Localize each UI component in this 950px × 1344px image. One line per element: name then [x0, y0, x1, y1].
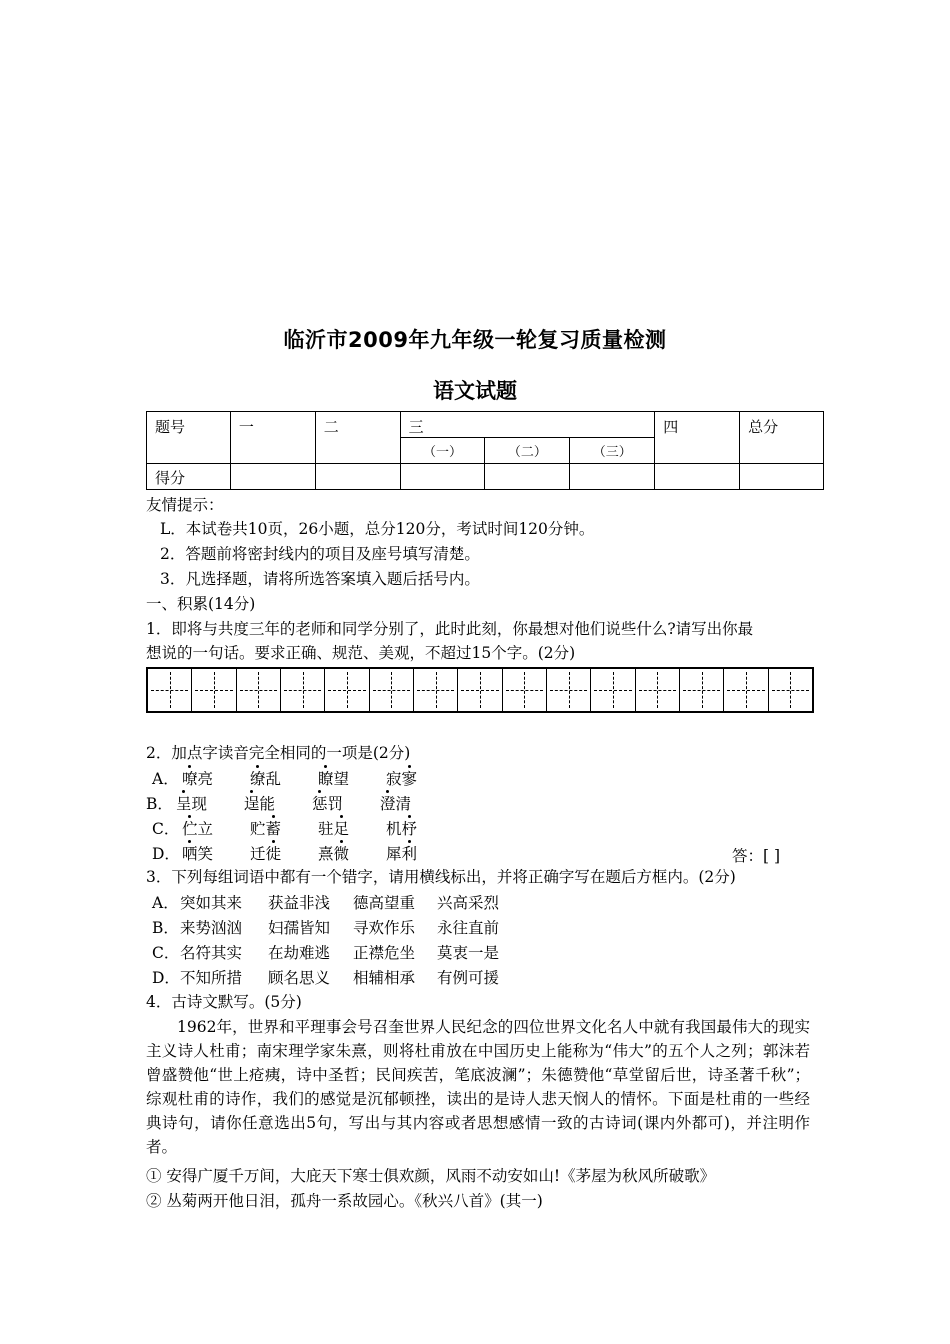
score-input-cell[interactable]: [655, 464, 740, 490]
option-word: 莫衷一是: [437, 944, 500, 962]
score-table: [146, 411, 824, 490]
score-input-cell[interactable]: [740, 464, 824, 490]
q4-paragraph: 1962年，世界和平理事会号召奎世界人民纪念的四位世界文化名人中就有我国最伟大的现实主义诗人杜甫；南宋理学家朱熹，则将杜甫放在中国历史上能称为“伟大”的五个人之列；郭沫若曾盛赞他“世上疮痍，诗中圣哲；民间疾苦，笔底波澜”；朱德赞他“草堂留后世，诗圣著千秋”；综观杜甫的诗作，我们的感觉是沉郁顿挫，读出的是诗人悲天悯人的情怀。下面是杜甫的一些经典诗句，请你任意选出5句，写出与其内容或者思想感情一致的古诗词(课内外都可)，并注明作者。: [146, 1018, 810, 1156]
dotted-char: 利: [401, 845, 418, 863]
dotted-char: 逞: [244, 795, 260, 813]
option-word: 澄清: [380, 795, 412, 813]
q3-option[interactable]: [152, 967, 500, 989]
option-word: 正襟危坐: [353, 944, 416, 962]
option-word: 缭乱: [250, 770, 282, 788]
grid-cell[interactable]: [591, 669, 635, 711]
grid-cell[interactable]: [547, 669, 591, 711]
q2-option[interactable]: [146, 793, 412, 815]
grid-cell[interactable]: [325, 669, 369, 711]
grid-cell[interactable]: [237, 669, 281, 711]
option-word: 永往直前: [437, 919, 500, 937]
grid-cell[interactable]: [458, 669, 502, 711]
dotted-char: 澄: [380, 795, 396, 813]
score-header-cell: 总分: [740, 412, 824, 464]
option-word: 顾名思义: [268, 969, 331, 987]
q4-item: ② 丛菊两开他日泪，孤舟一系故园心。《秋兴八首》(其一): [146, 1192, 543, 1210]
dotted-char: 伫: [182, 820, 198, 838]
option-word: 德高望重: [353, 894, 416, 912]
dotted-char: 哂: [182, 845, 198, 863]
q2-stem: 2．加点字读音完全相同的一项是(2分): [146, 744, 411, 762]
score-header-cell: 题号: [147, 412, 231, 464]
tip-item: 3．凡选择题，请将所选答案填入题后括号内。: [160, 570, 480, 588]
option-label: A．: [152, 770, 179, 788]
option-label: C．: [152, 820, 180, 838]
option-label: B．: [152, 919, 179, 937]
option-word: 机杼: [386, 820, 418, 838]
option-word: 兴高采烈: [437, 894, 500, 912]
option-word: 呈现: [176, 795, 208, 813]
score-header-cell: 四: [655, 412, 740, 464]
q3-option[interactable]: [152, 942, 500, 964]
option-word: 驻足: [318, 820, 350, 838]
q4-stem: 4．古诗文默写。(5分): [146, 993, 302, 1011]
q1-stem-line2: 想说的一句话。要求正确、规范、美观，不超过15个字。(2分): [146, 644, 576, 662]
option-word: 逞能: [244, 795, 276, 813]
page-title: 临沂市2009年九年级一轮复习质量检测: [283, 328, 667, 352]
dotted-char: 蓄: [265, 820, 282, 838]
score-input-cell[interactable]: [570, 464, 655, 490]
grid-cell[interactable]: [414, 669, 458, 711]
q2-option[interactable]: [152, 818, 418, 840]
option-word: 嘹亮: [182, 770, 214, 788]
dotted-char: 杼: [401, 820, 418, 838]
tip-item: L．本试卷共10页，26小题，总分120分，考试时间120分钟。: [160, 520, 595, 538]
grid-cell[interactable]: [370, 669, 414, 711]
option-label: B．: [146, 795, 173, 813]
option-label: C．: [152, 944, 180, 962]
grid-cell[interactable]: [636, 669, 680, 711]
score-row-label: 得分: [147, 464, 231, 490]
score-header-cell: 二: [315, 412, 400, 464]
option-label: D．: [152, 969, 180, 987]
option-word: 相辅相承: [353, 969, 416, 987]
page-subtitle: 语文试题: [433, 379, 517, 403]
q3-option[interactable]: [152, 917, 500, 939]
dotted-char: 惩: [312, 795, 328, 813]
option-label: A．: [152, 894, 179, 912]
grid-cell[interactable]: [503, 669, 547, 711]
grid-cell[interactable]: [148, 669, 192, 711]
dotted-char: 足: [333, 820, 350, 838]
dotted-char: 嘹: [182, 770, 198, 788]
option-word: 妇孺皆知: [268, 919, 331, 937]
option-word: 突如其来: [180, 894, 243, 912]
writing-grid[interactable]: [146, 667, 814, 713]
grid-cell[interactable]: [281, 669, 325, 711]
option-word: 寻欢作乐: [353, 919, 416, 937]
option-word: 熹微: [318, 845, 350, 863]
option-word: 来势汹汹: [180, 919, 243, 937]
tips-heading: 友情提示：: [146, 496, 224, 514]
option-word: 获益非浅: [268, 894, 331, 912]
option-word: 寂寥: [386, 770, 418, 788]
option-word: 不知所措: [180, 969, 243, 987]
score-input-cell[interactable]: [400, 464, 485, 490]
option-word: 迁徙: [250, 845, 282, 863]
score-header-cell: 一: [230, 412, 315, 464]
section-heading: 一、积累(14分): [146, 595, 256, 613]
dotted-char: 寥: [401, 770, 418, 788]
score-input-cell[interactable]: [315, 464, 400, 490]
score-subheader-cell: （二）: [485, 438, 570, 464]
dotted-char: 瞭: [318, 770, 334, 788]
option-word: 犀利: [386, 845, 418, 863]
score-subheader-cell: （一）: [400, 438, 485, 464]
score-subheader-cell: （三）: [570, 438, 655, 464]
grid-cell[interactable]: [724, 669, 768, 711]
option-word: 贮蓄: [250, 820, 282, 838]
grid-cell[interactable]: [680, 669, 724, 711]
dotted-char: 缭: [250, 770, 266, 788]
score-input-cell[interactable]: [230, 464, 315, 490]
dotted-char: 微: [333, 845, 350, 863]
grid-cell[interactable]: [769, 669, 812, 711]
q3-option[interactable]: [152, 892, 500, 914]
option-word: 惩罚: [312, 795, 344, 813]
q1-stem-line1: 1．即将与共度三年的老师和同学分别了，此时此刻，你最想对他们说些什么?请写出你最: [146, 620, 754, 638]
option-word: 名符其实: [180, 944, 243, 962]
score-header-cell: 三: [400, 412, 655, 438]
grid-cell[interactable]: [192, 669, 236, 711]
option-word: 哂笑: [182, 845, 214, 863]
q3-stem: 3．下列每组词语中都有一个错字，请用横线标出，并将正确字写在题后方框内。(2分): [146, 868, 736, 886]
option-word: 瞭望: [318, 770, 350, 788]
q2-option[interactable]: [152, 768, 418, 790]
q4-item: ① 安得广厦千万间，大庇天下寒士俱欢颜，风雨不动安如山!《茅屋为秋风所破歌》: [146, 1167, 716, 1185]
q2-option[interactable]: [152, 843, 418, 865]
option-label: D．: [152, 845, 180, 863]
dotted-char: 徙: [265, 845, 282, 863]
q2-answer-box[interactable]: 答：[ ]: [732, 847, 781, 865]
score-input-cell[interactable]: [485, 464, 570, 490]
option-word: 有例可援: [437, 969, 500, 987]
tip-item: 2．答题前将密封线内的项目及座号填写清楚。: [160, 545, 480, 563]
option-word: 在劫难逃: [268, 944, 331, 962]
option-word: 伫立: [182, 820, 214, 838]
dotted-char: 呈: [176, 795, 192, 813]
